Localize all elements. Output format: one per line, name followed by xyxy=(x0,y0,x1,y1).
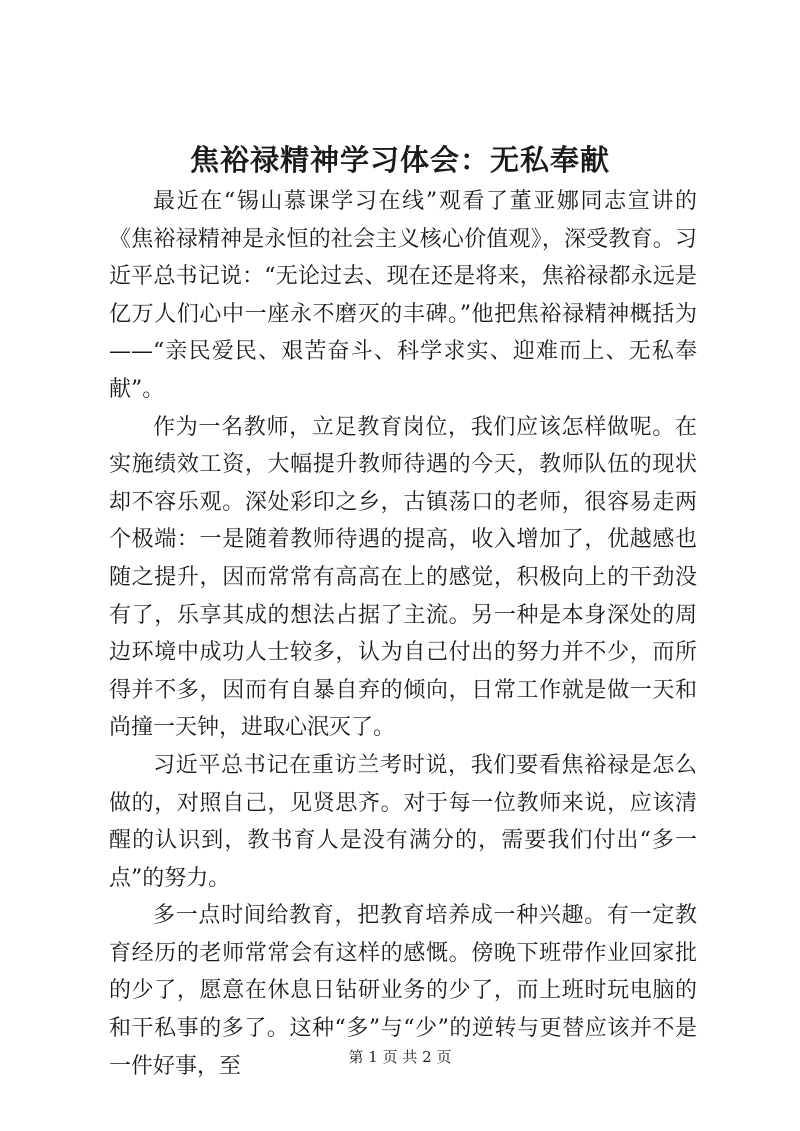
document-body xyxy=(109,183,697,1085)
paragraph-4: 多一点时间给教育，把教育培养成一种兴趣。有一定教育经历的老师常常会有这样的感慨。傍晚下班带作业回家批的少了，愿意在休息日钻研业务的少了，而上班时玩电脑的和干私事的多了。这种“多”与“少”的逆转与更替应该并不是一件好事，至 xyxy=(109,903,697,1079)
document-title: 焦裕禄精神学习体会：无私奉献 xyxy=(189,143,610,177)
paragraph-3: 习近平总书记在重访兰考时说，我们要看焦裕禄是怎么做的，对照自己，见贤思齐。对于每一位教师来说，应该清醒的认识到，教书育人是没有满分的，需要我们付出“多一点”的努力。 xyxy=(109,752,697,891)
paragraph-2: 作为一名教师，立足教育岗位，我们应该怎样做呢。在实施绩效工资，大幅提升教师待遇的今天，教师队伍的现状却不容乐观。深处彩印之乡，古镇荡口的老师，很容易走两个极端：一是随着教师待遇的提高，收入增加了，优越感也随之提升，因而常常有高高在上的感觉，积极向上的干劲没有了，乐享其成的想法占据了主流。另一种是本身深处的周边环境中成功人士较多，认为自己付出的努力并不少，而所得并不多，因而有自暴自弃的倾向，日常工作就是做一天和尚撞一天钟，进取心泯灭了。 xyxy=(109,414,697,741)
paragraph-1: 最近在“锡山慕课学习在线”观看了董亚娜同志宣讲的《焦裕禄精神是永恒的社会主义核心价值观》，深受教育。习近平总书记说：“无论过去、现在还是将来，焦裕禄都永远是亿万人们心中一座永不磨灭的丰碑。”他把焦裕禄精神概括为——“亲民爱民、艰苦奋斗、科学求实、迎难而上、无私奉献”。 xyxy=(109,189,697,402)
page-number-footer: 第 1 页 共 2 页 xyxy=(348,1048,452,1066)
